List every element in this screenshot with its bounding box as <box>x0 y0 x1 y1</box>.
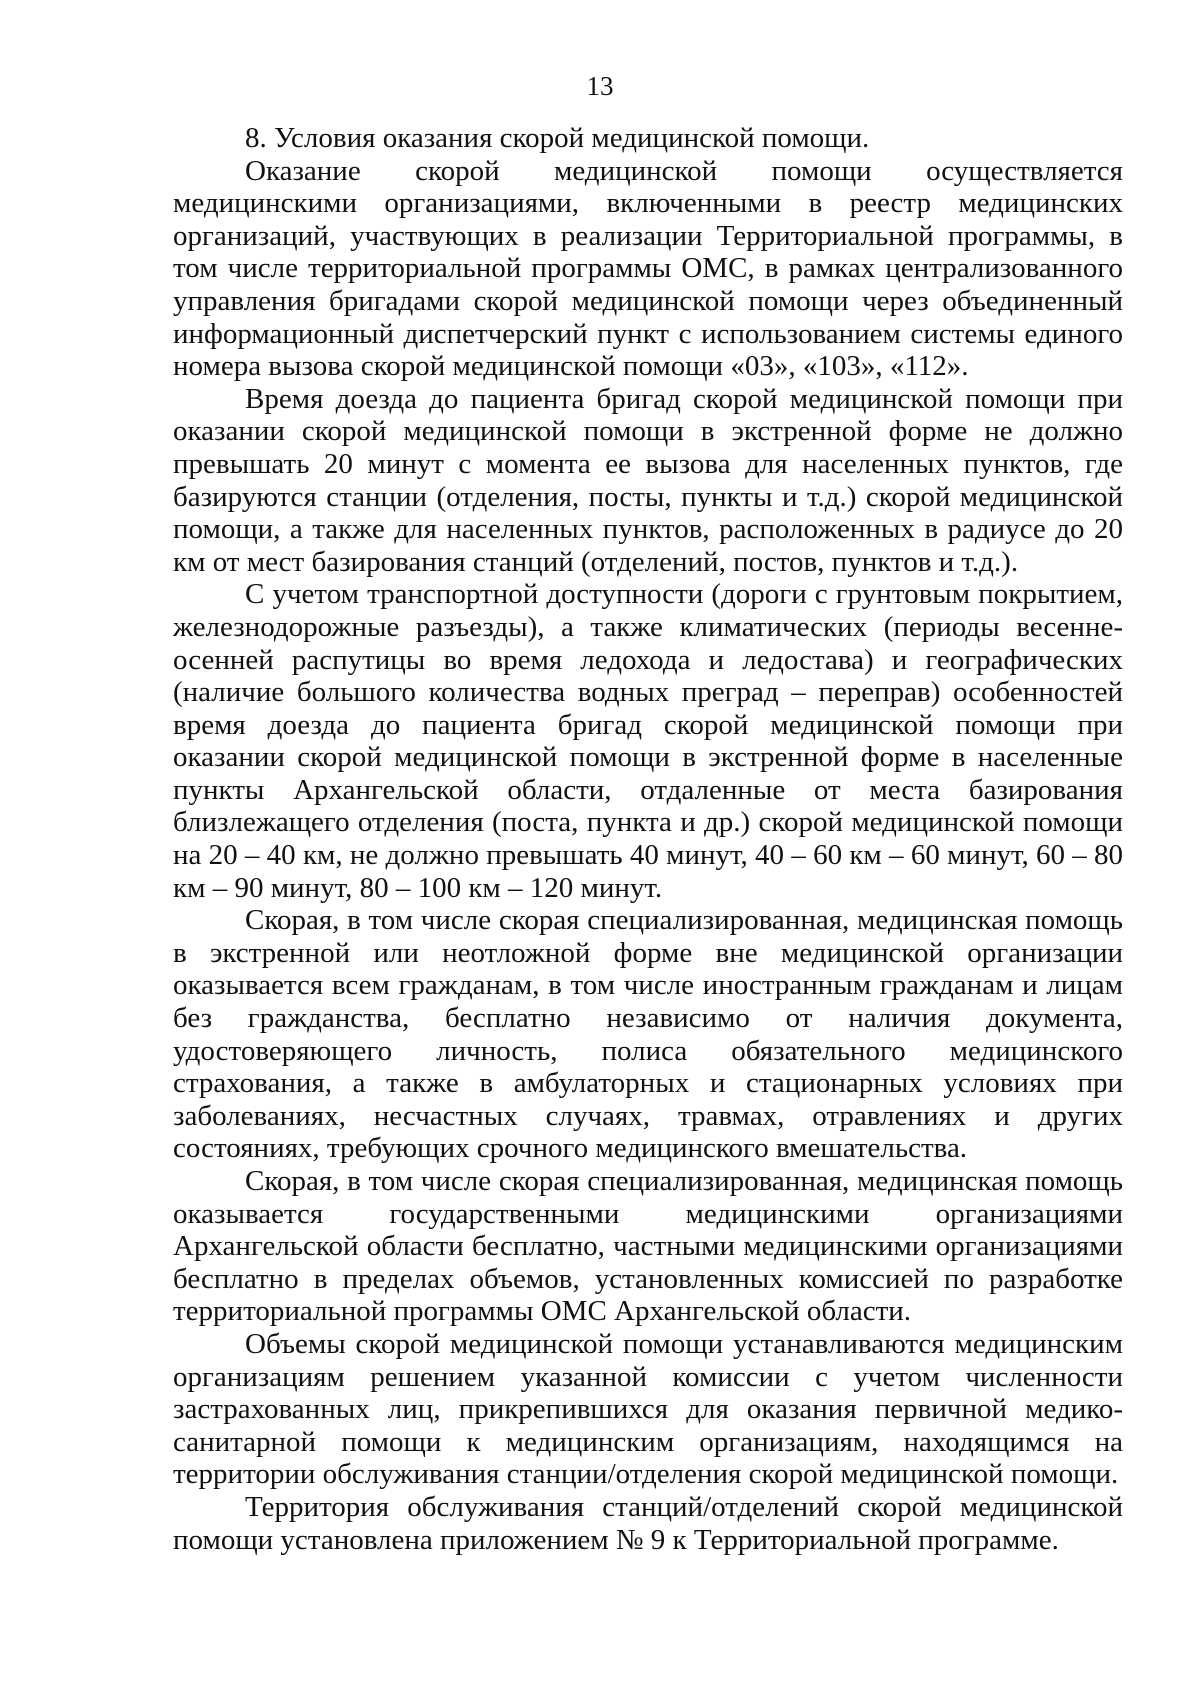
paragraph-providers: Скорая, в том числе скорая специализированная, медицинская помощь оказывается государственными медицинскими организациями Архангельской области бесплатно, частными медицинскими организациями бесплатно в пределах объемов, установленных комиссией по разработке территориальной программы ОМС Архангельской области. <box>173 1165 1123 1328</box>
paragraph-service-territory: Территория обслуживания станций/отделений скорой медицинской помощи установлена приложением № 9 к Территориальной программе. <box>173 1490 1123 1556</box>
paragraph-free-emergency-care: Скорая, в том числе скорая специализированная, медицинская помощь в экстренной или неотложной форме вне медицинской организации оказывается всем гражданам, в том числе иностранным гражданам и лицам без гражданства, бесплатно независимо от наличия документа, удостоверяющего личность, полиса обязательного медицинского страхования, а также в амбулаторных и стационарных условиях при заболеваниях, несчастных случаях, травмах, отравлениях и других состояниях, требующих срочного медицинского вмешательства. <box>173 904 1123 1165</box>
paragraph-volumes: Объемы скорой медицинской помощи устанавливаются медицинским организациям решением указанной комиссии с учетом численности застрахованных лиц, прикрепившихся для оказания первичной медико-санитарной помощи к медицинским организациям, находящимся на территории обслуживания станции/отделения скорой медицинской помощи. <box>173 1327 1123 1491</box>
paragraph-remote-arrival-time: С учетом транспортной доступности (дороги с грунтовым покрытием, железнодорожные разъезды), а также климатических (периоды весенне-осенней распутицы во время ледохода и ледостава) и географических (наличие большого количества водных преград – переправ) особенностей время доезда до пациента бригад скорой медицинской помощи при оказании скорой медицинской помощи в экстренной форме в населенные пункты Архангельской области, отдаленные от места базирования близлежащего отделения (поста, пункта и др.) скорой медицинской помощи на 20 – 40 км, не должно превышать 40 минут, 40 – 60 км – 60 минут, 60 – 80 км – 90 минут, 80 – 100 км – 120 минут. <box>173 578 1123 904</box>
paragraph-arrival-time: Время доезда до пациента бригад скорой медицинской помощи при оказании скорой медицинской помощи в экстренной форме не должно превышать 20 минут с момента ее вызова для населенных пунктов, где базируются станции (отделения, посты, пункты и т.д.) скорой медицинской помощи, а также для населенных пунктов, расположенных в радиусе до 20 км от мест базирования станций (отделений, постов, пунктов и т.д.). <box>173 382 1123 578</box>
paragraph-dispatch: Оказание скорой медицинской помощи осуществляется медицинскими организациями, включенными в реестр медицинских организаций, участвующих в реализации Территориальной программы, в том числе территориальной программы ОМС, в рамках централизованного управления бригадами скорой медицинской помощи через объединенный информационный диспетчерский пункт с использованием системы единого номера вызова скорой медицинской помощи «03», «103», «112». <box>173 154 1123 383</box>
document-body <box>173 122 1123 1556</box>
section-heading: 8. Условия оказания скорой медицинской помощи. <box>245 122 870 154</box>
page-number: 13 <box>586 71 614 101</box>
